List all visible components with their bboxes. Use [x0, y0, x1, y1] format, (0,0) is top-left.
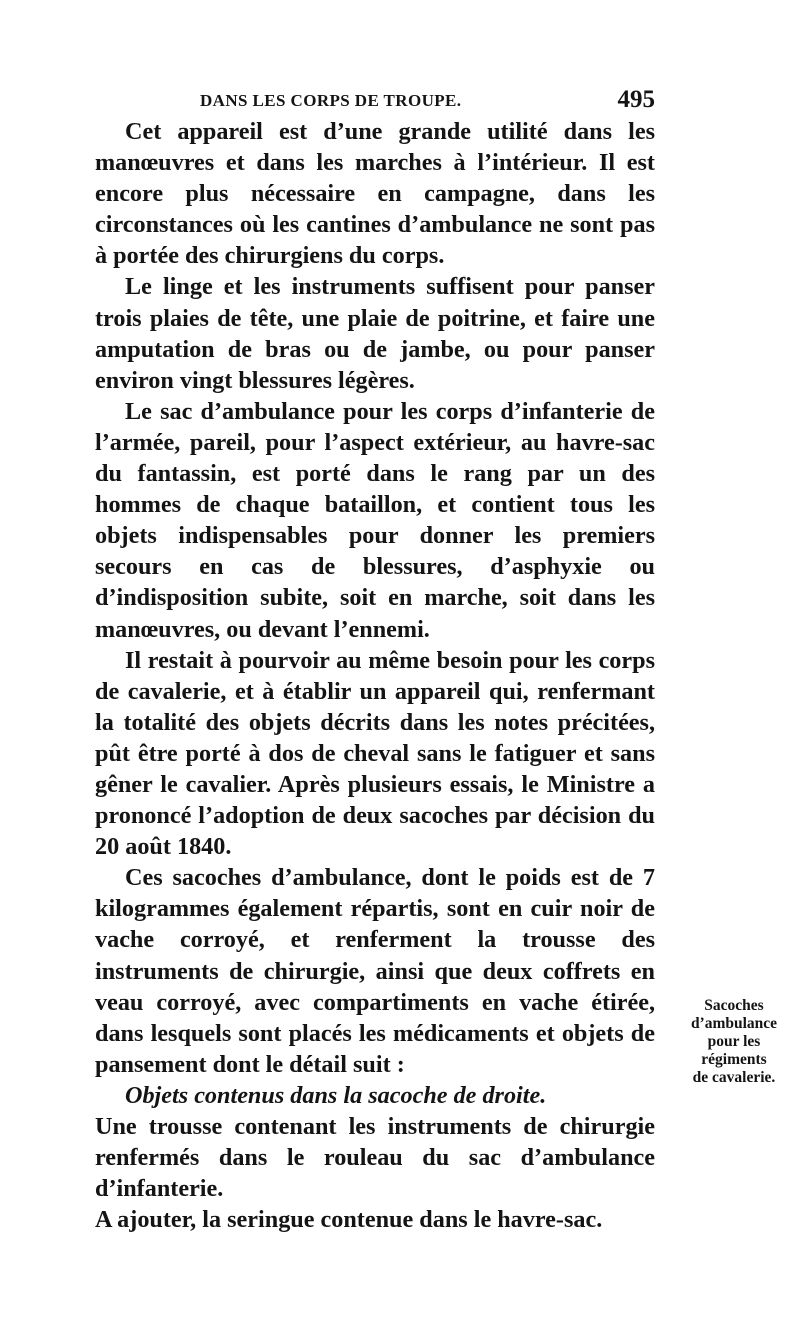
margin-note-line: Sacoches [704, 997, 764, 1014]
paragraph-linen: Le linge et les instruments suffisent pour panser trois plaies de tête, une plaie de poitrine, et faire une amputation de bras ou de jambe, ou pour panser environ vingt blessures légères. [95, 273, 655, 394]
list-item: A ajouter, la seringue contenue dans le havre-sac. [95, 1206, 603, 1234]
body-text [95, 116, 655, 1235]
paragraph-cavalry: Il restait à pourvoir au même besoin pour les corps de cavalerie, et à établir un appareil qui, renfermant la totalité des objets décrits dans les notes précitées, pût être porté à dos de cheval sans le fatiguer et sans gêner le cavalier. Après plusieurs essais, le Ministre a prononcé l’adoption de deux sacoches par décision du 20 août 1840. [95, 646, 655, 861]
margin-note [664, 997, 800, 1087]
page-number: 495 [617, 86, 655, 113]
running-title: DANS LES CORPS DE TROUPE. [200, 91, 462, 110]
paragraph-infantry-bag: Le sac d’ambulance pour les corps d’infanterie de l’armée, pareil, pour l’aspect extérieur, au havre-sac du fantassin, est porté dans le rang par un des hommes de chaque bataillon, et contient tous les objets indispensables pour donner les premiers secours en cas de blessures, d’asphyxie ou d’indisposition subite, soit en marche, soit dans les manœuvres, ou devant l’ennemi. [95, 397, 655, 643]
list-item: Une trousse contenant les instruments de chirurgie renfermés dans le rouleau du sac d’ambulance d’infanterie. [95, 1113, 655, 1203]
margin-note-line: pour les [707, 1033, 761, 1050]
margin-note-line: de cavalerie. [692, 1069, 776, 1086]
paragraph-utility: Cet appareil est d’une grande utilité dans les manœuvres et dans les marches à l’intérieur. Il est encore plus nécessaire en campagne, dans les circonstances où les cantines d’ambulance ne sont pas à portée des chirurgiens du corps. [95, 118, 655, 270]
margin-note-line: d’ambulance [690, 1015, 778, 1032]
margin-note-line: régiments [701, 1051, 767, 1068]
running-head [200, 88, 655, 112]
section-subheading: Objets contenus dans la sacoche de droite. [125, 1081, 547, 1109]
paragraph-saddlebags: Ces sacoches d’ambulance, dont le poids est de 7 kilogrammes également répartis, sont en cuir noir de vache corroyé, et renferment la trousse des instruments de chirurgie, ainsi que deux coffrets en veau corroyé, avec compartiments en vache étirée, dans lesquels sont placés les médicaments et objets de pansement dont le détail suit : [95, 864, 655, 1078]
